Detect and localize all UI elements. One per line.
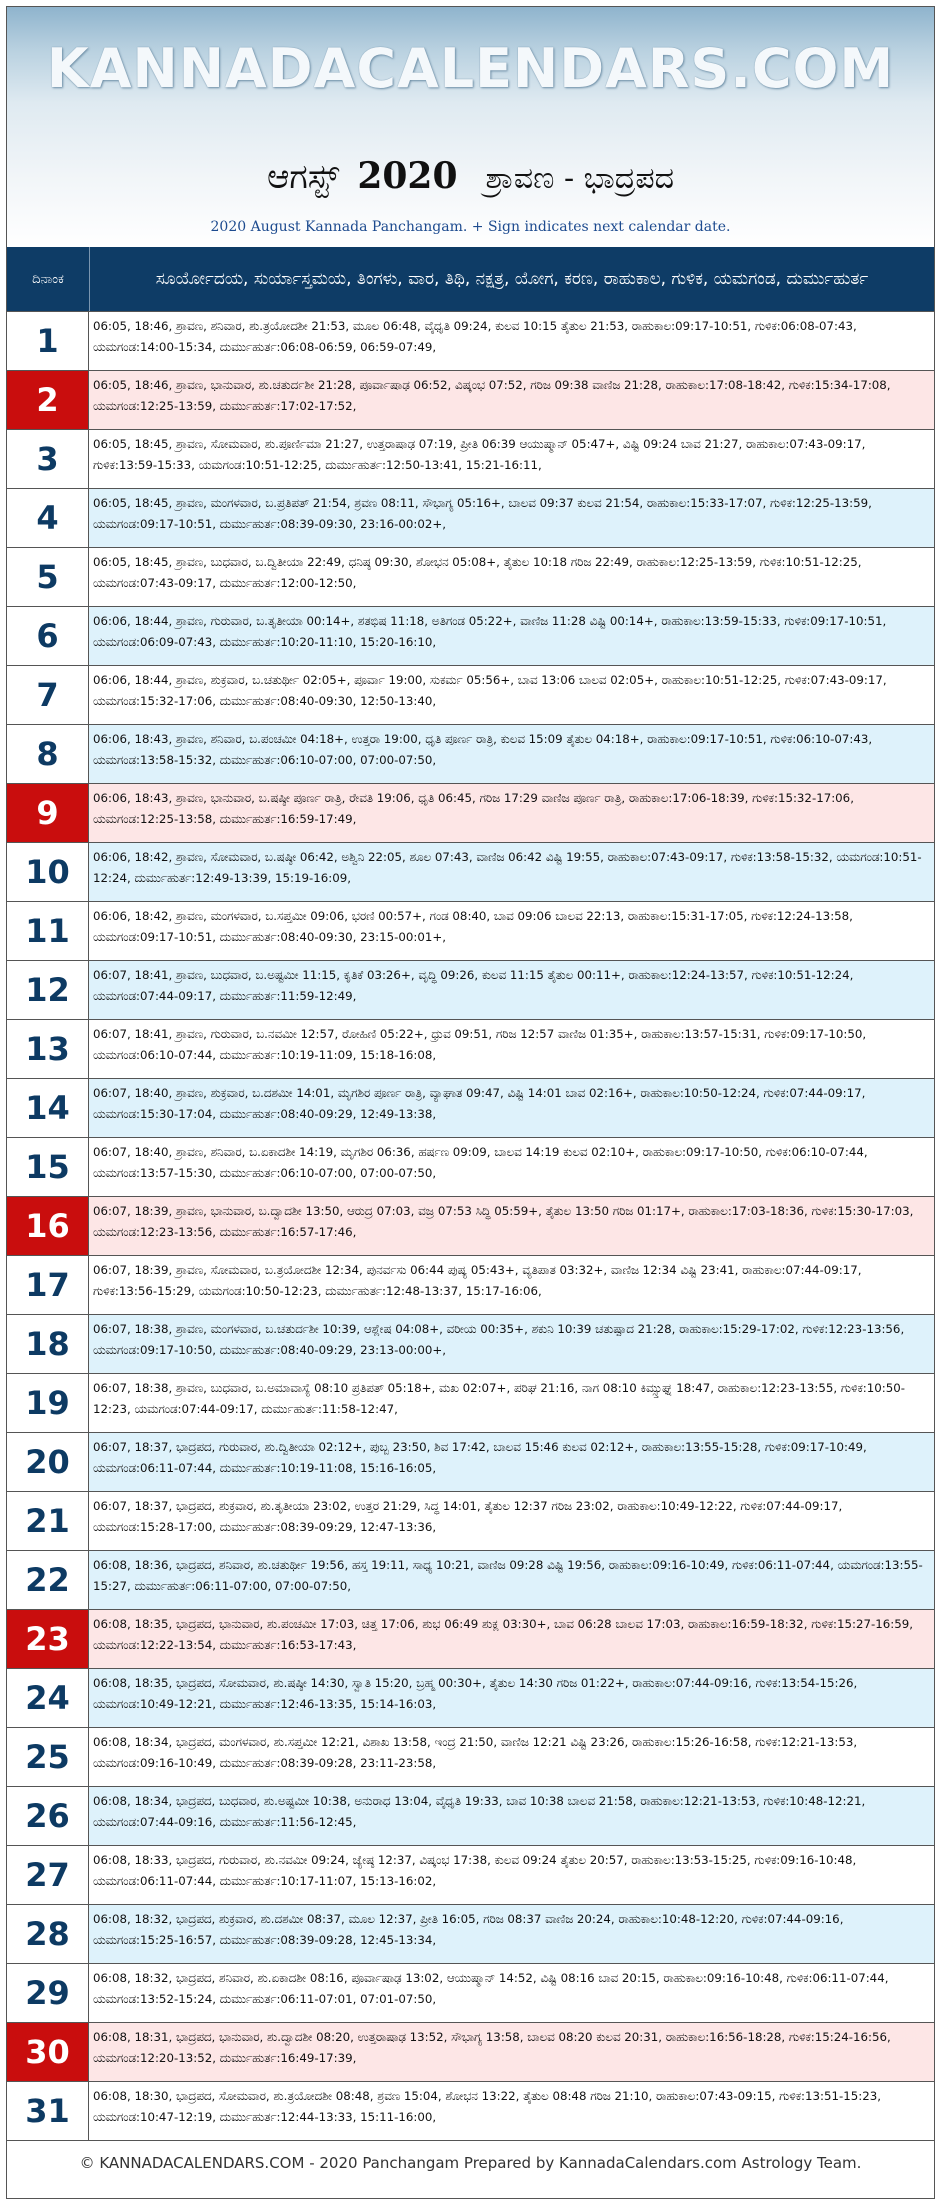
day-details: 06:06, 18:42, ಶ್ರಾವಣ, ಮಂಗಳವಾರ, ಬ.ಸಪ್ತಮೀ 09:06, ಭರಣಿ 00:57+, ಗಂಡ 08:40, ಬಾವ 09:06 ಬಾಲವ 22:13, ರಾಹುಕಾಲ:15:31-17:05, ಗುಳಿಕ:12:24-13:58, ಯಮಗಂಡ:09:17-10:51, ದುರ್ಮುಹುರ್ತ:08:40-09:30, 23:15-00:01+, [89,902,934,960]
day-details: 06:07, 18:38, ಶ್ರಾವಣ, ಬುಧವಾರ, ಬ.ಅಮಾವಾಸ್ಯೆ 08:10 ಪ್ರತಿಪತ್ 05:18+, ಮಖ 02:07+, ಪರಿಘ 21:16, ನಾಗ 08:10 ಕಿಮ್ಸ್ತುಘ್ನ 18:47, ರಾಹುಕಾಲ:12:23-13:55, ಗುಳಿಕ:10:50-12:23, ಯಮಗಂಡ:07:44-09:17, ದುರ್ಮುಹುರ್ತ:11:58-12:47, [89,1374,934,1432]
table-row [7,548,934,607]
day-details: 06:08, 18:34, ಭಾದ್ರಪದ, ಬುಧವಾರ, ಶು.ಅಷ್ಟಮೀ 10:38, ಅನುರಾಧ 13:04, ವೈಧೃತಿ 19:33, ಬಾವ 10:38 ಬಾಲವ 21:58, ರಾಹುಕಾಲ:12:21-13:53, ಗುಳಿಕ:10:48-12:21, ಯಮಗಂಡ:07:44-09:16, ದುರ್ಮುಹುರ್ತ:11:56-12:45, [89,1787,934,1845]
day-details: 06:05, 18:45, ಶ್ರಾವಣ, ಬುಧವಾರ, ಬ.ದ್ವಿತೀಯಾ 22:49, ಧನಿಷ್ಠ 09:30, ಶೋಭನ 05:08+, ತೈತುಲ 10:18 ಗರಿಜ 22:49, ರಾಹುಕಾಲ:12:25-13:59, ಗುಳಿಕ:10:51-12:25, ಯಮಗಂಡ:07:43-09:17, ದುರ್ಮುಹುರ್ತ:12:00-12:50, [89,548,934,606]
day-details: 06:07, 18:37, ಭಾದ್ರಪದ, ಗುರುವಾರ, ಶು.ದ್ವಿತೀಯಾ 02:12+, ಪುಬ್ಬ 23:50, ಶಿವ 17:42, ಬಾಲವ 15:46 ಕುಲವ 02:12+, ರಾಹುಕಾಲ:13:55-15:28, ಗುಳಿಕ:09:17-10:49, ಯಮಗಂಡ:06:11-07:44, ದುರ್ಮುಹುರ್ತ:10:19-11:08, 15:16-16:05, [89,1433,934,1491]
day-number: 1 [7,312,89,370]
day-details: 06:08, 18:31, ಭಾದ್ರಪದ, ಭಾನುವಾರ, ಶು.ದ್ವಾದಶೀ 08:20, ಉತ್ತರಾಷಾಢ 13:52, ಸೌಭಾಗ್ಯ 13:58, ಬಾಲವ 08:20 ಕುಲವ 20:31, ರಾಹುಕಾಲ:16:56-18:28, ಗುಳಿಕ:15:24-16:56, ಯಮಗಂಡ:12:20-13:52, ದುರ್ಮುಹುರ್ತ:16:49-17:39, [89,2023,934,2081]
table-row [7,430,934,489]
day-details: 06:07, 18:39, ಶ್ರಾವಣ, ಸೋಮವಾರ, ಬ.ತ್ರಯೋದಶೀ 12:34, ಪುನರ್ವಸು 06:44 ಪುಷ್ಯ 05:43+, ವ್ಯತಿಪಾತ 03:32+, ವಾಣಿಜ 12:34 ವಿಷ್ಟಿ 23:41, ರಾಹುಕಾಲ:07:44-09:17, ಗುಳಿಕ:13:56-15:29, ಯಮಗಂಡ:10:50-12:23, ದುರ್ಮುಹುರ್ತ:12:48-13:37, 15:17-16:06, [89,1256,934,1314]
table-header [7,247,934,312]
day-details: 06:07, 18:41, ಶ್ರಾವಣ, ಬುಧವಾರ, ಬ.ಅಷ್ಟಮೀ 11:15, ಕೃತಿಕೆ 03:26+, ವೃದ್ಧಿ 09:26, ಕುಲವ 11:15 ತೈತುಲ 00:11+, ರಾಹುಕಾಲ:12:24-13:57, ಗುಳಿಕ:10:51-12:24, ಯಮಗಂಡ:07:44-09:17, ದುರ್ಮುಹುರ್ತ:11:59-12:49, [89,961,934,1019]
day-details: 06:08, 18:32, ಭಾದ್ರಪದ, ಶುಕ್ರವಾರ, ಶು.ದಶಮೀ 08:37, ಮೂಲ 12:37, ಪ್ರೀತಿ 16:05, ಗರಿಜ 08:37 ವಾಣಿಜ 20:24, ರಾಹುಕಾಲ:10:48-12:20, ಗುಳಿಕ:07:44-09:16, ಯಮಗಂಡ:15:25-16:57, ದುರ್ಮುಹುರ್ತ:08:39-09:28, 12:45-13:34, [89,1905,934,1963]
day-details: 06:08, 18:33, ಭಾದ್ರಪದ, ಗುರುವಾರ, ಶು.ನವಮೀ 09:24, ಜ್ಯೇಷ್ಠ 12:37, ವಿಷ್ಕಂಭ 17:38, ಕುಲವ 09:24 ತೈತುಲ 20:57, ರಾಹುಕಾಲ:13:53-15:25, ಗುಳಿಕ:09:16-10:48, ಯಮಗಂಡ:06:11-07:44, ದುರ್ಮುಹುರ್ತ:10:17-11:07, 15:13-16:02, [89,1846,934,1904]
day-number: 13 [7,1020,89,1078]
day-number: 20 [7,1433,89,1491]
day-number: 21 [7,1492,89,1550]
day-details: 06:07, 18:41, ಶ್ರಾವಣ, ಗುರುವಾರ, ಬ.ನವಮೀ 12:57, ರೋಹಿಣಿ 05:22+, ಧ್ರುವ 09:51, ಗರಿಜ 12:57 ವಾಣಿಜ 01:35+, ರಾಹುಕಾಲ:13:57-15:31, ಗುಳಿಕ:09:17-10:50, ಯಮಗಂಡ:06:10-07:44, ದುರ್ಮುಹುರ್ತ:10:19-11:09, 15:18-16:08, [89,1020,934,1078]
day-details: 06:05, 18:46, ಶ್ರಾವಣ, ಭಾನುವಾರ, ಶು.ಚತುರ್ದಶೀ 21:28, ಪೂರ್ವಾಷಾಢ 06:52, ವಿಷ್ಕಂಭ 07:52, ಗರಿಜ 09:38 ವಾಣಿಜ 21:28, ರಾಹುಕಾಲ:17:08-18:42, ಗುಳಿಕ:15:34-17:08, ಯಮಗಂಡ:12:25-13:59, ದುರ್ಮುಹುರ್ತ:17:02-17:52, [89,371,934,429]
header-banner [7,7,934,247]
day-details: 06:08, 18:36, ಭಾದ್ರಪದ, ಶನಿವಾರ, ಶು.ಚತುರ್ಥೀ 19:56, ಹಸ್ತ 19:11, ಸಾಧ್ಯ 10:21, ವಾಣಿಜ 09:28 ವಿಷ್ಟಿ 19:56, ರಾಹುಕಾಲ:09:16-10:49, ಗುಳಿಕ:06:11-07:44, ಯಮಗಂಡ:13:55-15:27, ದುರ್ಮುಹುರ್ತ:06:11-07:00, 07:00-07:50, [89,1551,934,1609]
day-number: 17 [7,1256,89,1314]
day-details: 06:07, 18:39, ಶ್ರಾವಣ, ಭಾನುವಾರ, ಬ.ದ್ವಾದಶೀ 13:50, ಆರುದ್ರ 07:03, ವಜ್ರ 07:53 ಸಿದ್ಧಿ 05:59+, ತೈತುಲ 13:50 ಗರಿಜ 01:17+, ರಾಹುಕಾಲ:17:03-18:36, ಗುಳಿಕ:15:30-17:03, ಯಮಗಂಡ:12:23-13:56, ದುರ್ಮುಹುರ್ತ:16:57-17:46, [89,1197,934,1255]
day-number: 22 [7,1551,89,1609]
table-row [7,1197,934,1256]
table-row [7,607,934,666]
day-number: 10 [7,843,89,901]
day-number: 15 [7,1138,89,1196]
table-row [7,1374,934,1433]
day-details: 06:06, 18:42, ಶ್ರಾವಣ, ಸೋಮವಾರ, ಬ.ಷಷ್ಠೀ 06:42, ಅಶ್ವಿನಿ 22:05, ಶೂಲ 07:43, ವಾಣಿಜ 06:42 ವಿಷ್ಟಿ 19:55, ರಾಹುಕಾಲ:07:43-09:17, ಗುಳಿಕ:13:58-15:32, ಯಮಗಂಡ:10:51-12:24, ದುರ್ಮುಹುರ್ತ:12:49-13:39, 15:19-16:09, [89,843,934,901]
day-number: 26 [7,1787,89,1845]
day-details: 06:06, 18:44, ಶ್ರಾವಣ, ಗುರುವಾರ, ಬ.ತೃತೀಯಾ 00:14+, ಶತಭಿಷ 11:18, ಅತಿಗಂಡ 05:22+, ವಾಣಿಜ 11:28 ವಿಷ್ಟಿ 00:14+, ರಾಹುಕಾಲ:13:59-15:33, ಗುಳಿಕ:09:17-10:51, ಯಮಗಂಡ:06:09-07:43, ದುರ್ಮುಹುರ್ತ:10:20-11:10, 15:20-16:10, [89,607,934,665]
table-row [7,1964,934,2023]
table-row [7,666,934,725]
day-number: 28 [7,1905,89,1963]
day-details: 06:07, 18:37, ಭಾದ್ರಪದ, ಶುಕ್ರವಾರ, ಶು.ತೃತೀಯಾ 23:02, ಉತ್ತರ 21:29, ಸಿದ್ಧ 14:01, ತೈತುಲ 12:37 ಗರಿಜ 23:02, ರಾಹುಕಾಲ:10:49-12:22, ಗುಳಿಕ:07:44-09:17, ಯಮಗಂಡ:15:28-17:00, ದುರ್ಮುಹುರ್ತ:08:39-09:29, 12:47-13:36, [89,1492,934,1550]
table-row [7,1551,934,1610]
day-details: 06:05, 18:46, ಶ್ರಾವಣ, ಶನಿವಾರ, ಶು.ತ್ರಯೋದಶೀ 21:53, ಮೂಲ 06:48, ವೈಧೃತಿ 09:24, ಕುಲವ 10:15 ತೈತುಲ 21:53, ರಾಹುಕಾಲ:09:17-10:51, ಗುಳಿಕ:06:08-07:43, ಯಮಗಂಡ:14:00-15:34, ದುರ್ಮುಹುರ್ತ:06:08-06:59, 06:59-07:49, [89,312,934,370]
month-name: ಆಗಸ್ಟ್ [266,157,340,197]
table-row [7,1315,934,1374]
table-row [7,843,934,902]
table-row [7,489,934,548]
site-title[interactable]: KANNADACALENDARS.COM [46,37,895,100]
table-row [7,1905,934,1964]
table-row [7,1079,934,1138]
year: 2020 [357,155,458,197]
table-row [7,784,934,843]
date-column-header: ದಿನಾಂಕ [7,247,90,311]
day-number: 2 [7,371,89,429]
day-details: 06:08, 18:30, ಭಾದ್ರಪದ, ಸೋಮವಾರ, ಶು.ತ್ರಯೋದಶೀ 08:48, ಶ್ರವಣ 15:04, ಶೋಭನ 13:22, ತೈತುಲ 08:48 ಗರಿಜ 21:10, ರಾಹುಕಾಲ:07:43-09:15, ಗುಳಿಕ:13:51-15:23, ಯಮಗಂಡ:10:47-12:19, ದುರ್ಮುಹುರ್ತ:12:44-13:33, 15:11-16:00, [89,2082,934,2140]
day-number: 7 [7,666,89,724]
day-number: 6 [7,607,89,665]
day-number: 4 [7,489,89,547]
table-row [7,1846,934,1905]
table-row [7,902,934,961]
day-details: 06:08, 18:35, ಭಾದ್ರಪದ, ಭಾನುವಾರ, ಶು.ಪಂಚಮೀ 17:03, ಚಿತ್ತ 17:06, ಶುಭ 06:49 ಶುಕ್ಲ 03:30+, ಬಾವ 06:28 ಬಾಲವ 17:03, ರಾಹುಕಾಲ:16:59-18:32, ಗುಳಿಕ:15:27-16:59, ಯಮಗಂಡ:12:22-13:54, ದುರ್ಮುಹುರ್ತ:16:53-17:43, [89,1610,934,1668]
day-number: 24 [7,1669,89,1727]
day-number: 25 [7,1728,89,1786]
day-number: 30 [7,2023,89,2081]
day-details: 06:06, 18:43, ಶ್ರಾವಣ, ಶನಿವಾರ, ಬ.ಪಂಚಮೀ 04:18+, ಉತ್ತರಾ 19:00, ಧೃತಿ ಪೂರ್ಣ ರಾತ್ರಿ, ಕುಲವ 15:09 ತೈತುಲ 04:18+, ರಾಹುಕಾಲ:09:17-10:51, ಗುಳಿಕ:06:10-07:43, ಯಮಗಂಡ:13:58-15:32, ದುರ್ಮುಹುರ್ತ:06:10-07:00, 07:00-07:50, [89,725,934,783]
table-row [7,1256,934,1315]
day-details: 06:06, 18:43, ಶ್ರಾವಣ, ಭಾನುವಾರ, ಬ.ಷಷ್ಠೀ ಪೂರ್ಣ ರಾತ್ರಿ, ರೇವತಿ 19:06, ಧೃತಿ 06:45, ಗರಿಜ 17:29 ವಾಣಿಜ ಪೂರ್ಣ ರಾತ್ರಿ, ರಾಹುಕಾಲ:17:06-18:39, ಗುಳಿಕ:15:32-17:06, ಯಮಗಂಡ:12:25-13:58, ದುರ್ಮುಹುರ್ತ:16:59-17:49, [89,784,934,842]
day-details: 06:08, 18:35, ಭಾದ್ರಪದ, ಸೋಮವಾರ, ಶು.ಷಷ್ಠೀ 14:30, ಸ್ವಾತಿ 15:20, ಬ್ರಹ್ಮ 00:30+, ತೈತುಲ 14:30 ಗರಿಜ 01:22+, ರಾಹುಕಾಲ:07:44-09:16, ಗುಳಿಕ:13:54-15:26, ಯಮಗಂಡ:10:49-12:21, ದುರ್ಮುಹುರ್ತ:12:46-13:35, 15:14-16:03, [89,1669,934,1727]
day-number: 29 [7,1964,89,2022]
table-row [7,1020,934,1079]
table-row [7,1433,934,1492]
day-number: 31 [7,2082,89,2140]
table-row [7,2082,934,2141]
day-details: 06:07, 18:40, ಶ್ರಾವಣ, ಶನಿವಾರ, ಬ.ಏಕಾದಶೀ 14:19, ಮೃಗಶಿರ 06:36, ಹರ್ಷಣ 09:09, ಬಾಲವ 14:19 ಕುಲವ 02:10+, ರಾಹುಕಾಲ:09:17-10:50, ಗುಳಿಕ:06:10-07:44, ಯಮಗಂಡ:13:57-15:30, ದುರ್ಮುಹುರ್ತ:06:10-07:00, 07:00-07:50, [89,1138,934,1196]
table-row [7,2023,934,2082]
day-number: 5 [7,548,89,606]
day-number: 12 [7,961,89,1019]
footer-copyright: © KANNADACALENDARS.COM - 2020 Panchangam Prepared by KannadaCalendars.com Astrology Team. [79,2154,862,2172]
day-number: 9 [7,784,89,842]
table-body [7,312,934,2141]
day-details: 06:08, 18:34, ಭಾದ್ರಪದ, ಮಂಗಳವಾರ, ಶು.ಸಪ್ತಮೀ 12:21, ವಿಶಾಖ 13:58, ಇಂದ್ರ 21:50, ವಾಣಿಜ 12:21 ವಿಷ್ಟಿ 23:26, ರಾಹುಕಾಲ:15:26-16:58, ಗುಳಿಕ:12:21-13:53, ಯಮಗಂಡ:09:16-10:49, ದುರ್ಮುಹುರ್ತ:08:39-09:28, 23:11-23:58, [89,1728,934,1786]
table-row [7,1610,934,1669]
table-row [7,725,934,784]
table-row [7,1669,934,1728]
day-number: 16 [7,1197,89,1255]
table-row [7,1492,934,1551]
samvat-months: ಶ್ರಾವಣ - ಭಾದ್ರಪದ [485,161,675,196]
day-details: 06:07, 18:40, ಶ್ರಾವಣ, ಶುಕ್ರವಾರ, ಬ.ದಶಮೀ 14:01, ಮೃಗಶಿರ ಪೂರ್ಣ ರಾತ್ರಿ, ವ್ಯಾಘಾತ 09:47, ವಿಷ್ಟಿ 14:01 ಬಾವ 02:16+, ರಾಹುಕಾಲ:10:50-12:24, ಗುಳಿಕ:07:44-09:17, ಯಮಗಂಡ:15:30-17:04, ದುರ್ಮುಹುರ್ತ:08:40-09:29, 12:49-13:38, [89,1079,934,1137]
calendar-frame [6,6,935,2199]
day-number: 8 [7,725,89,783]
day-number: 27 [7,1846,89,1904]
day-details: 06:08, 18:32, ಭಾದ್ರಪದ, ಶನಿವಾರ, ಶು.ಏಕಾದಶೀ 08:16, ಪೂರ್ವಾಷಾಢ 13:02, ಆಯುಷ್ಮಾನ್ 14:52, ವಿಷ್ಟಿ 08:16 ಬಾವ 20:15, ರಾಹುಕಾಲ:09:16-10:48, ಗುಳಿಕ:06:11-07:44, ಯಮಗಂಡ:13:52-15:24, ದುರ್ಮುಹುರ್ತ:06:11-07:01, 07:01-07:50, [89,1964,934,2022]
month-title [7,155,934,197]
day-details: 06:07, 18:38, ಶ್ರಾವಣ, ಮಂಗಳವಾರ, ಬ.ಚತುರ್ದಶೀ 10:39, ಆಶ್ಲೇಷ 04:08+, ವರೀಯ 00:35+, ಶಕುನಿ 10:39 ಚತುಷ್ಪಾದ 21:28, ರಾಹುಕಾಲ:15:29-17:02, ಗುಳಿಕ:12:23-13:56, ಯಮಗಂಡ:09:17-10:50, ದುರ್ಮುಹುರ್ತ:08:40-09:29, 23:13-00:00+, [89,1315,934,1373]
table-row [7,1787,934,1846]
details-column-header: ಸೂರ್ಯೋದಯ, ಸುರ್ಯಾಸ್ತಮಯ, ತಿಂಗಳು, ವಾರ, ತಿಥಿ, ನಕ್ಷತ್ರ, ಯೋಗ, ಕರಣ, ರಾಹುಕಾಲ, ಗುಳಿಕ, ಯಮಗಂಡ, ದುರ್ಮುಹುರ್ತ [155,269,869,289]
day-number: 23 [7,1610,89,1668]
panchangam-table [7,247,934,2141]
day-number: 19 [7,1374,89,1432]
day-number: 14 [7,1079,89,1137]
day-details: 06:05, 18:45, ಶ್ರಾವಣ, ಸೋಮವಾರ, ಶು.ಪೂರ್ಣಿಮಾ 21:27, ಉತ್ತರಾಷಾಢ 07:19, ಪ್ರೀತಿ 06:39 ಆಯುಷ್ಮಾನ್ 05:47+, ವಿಷ್ಟಿ 09:24 ಬಾವ 21:27, ರಾಹುಕಾಲ:07:43-09:17, ಗುಳಿಕ:13:59-15:33, ಯಮಗಂಡ:10:51-12:25, ದುರ್ಮುಹುರ್ತ:12:50-13:41, 15:21-16:11, [89,430,934,488]
table-row [7,1138,934,1197]
table-row [7,312,934,371]
day-details: 06:05, 18:45, ಶ್ರಾವಣ, ಮಂಗಳವಾರ, ಬ.ಪ್ರತಿಪತ್ 21:54, ಶ್ರವಣ 08:11, ಸೌಭಾಗ್ಯ 05:16+, ಬಾಲವ 09:37 ಕುಲವ 21:54, ರಾಹುಕಾಲ:15:33-17:07, ಗುಳಿಕ:12:25-13:59, ಯಮಗಂಡ:09:17-10:51, ದುರ್ಮುಹುರ್ತ:08:39-09:30, 23:16-00:02+, [89,489,934,547]
day-number: 11 [7,902,89,960]
day-number: 18 [7,1315,89,1373]
subtitle: 2020 August Kannada Panchangam. + Sign indicates next calendar date. [210,219,731,235]
table-row [7,1728,934,1787]
day-details: 06:06, 18:44, ಶ್ರಾವಣ, ಶುಕ್ರವಾರ, ಬ.ಚತುರ್ಥೀ 02:05+, ಪೂರ್ವಾ 19:00, ಸುಕರ್ಮ 05:56+, ಬಾವ 13:06 ಬಾಲವ 02:05+, ರಾಹುಕಾಲ:10:51-12:25, ಗುಳಿಕ:07:43-09:17, ಯಮಗಂಡ:15:32-17:06, ದುರ್ಮುಹುರ್ತ:08:40-09:30, 12:50-13:40, [89,666,934,724]
table-row [7,371,934,430]
day-number: 3 [7,430,89,488]
table-row [7,961,934,1020]
